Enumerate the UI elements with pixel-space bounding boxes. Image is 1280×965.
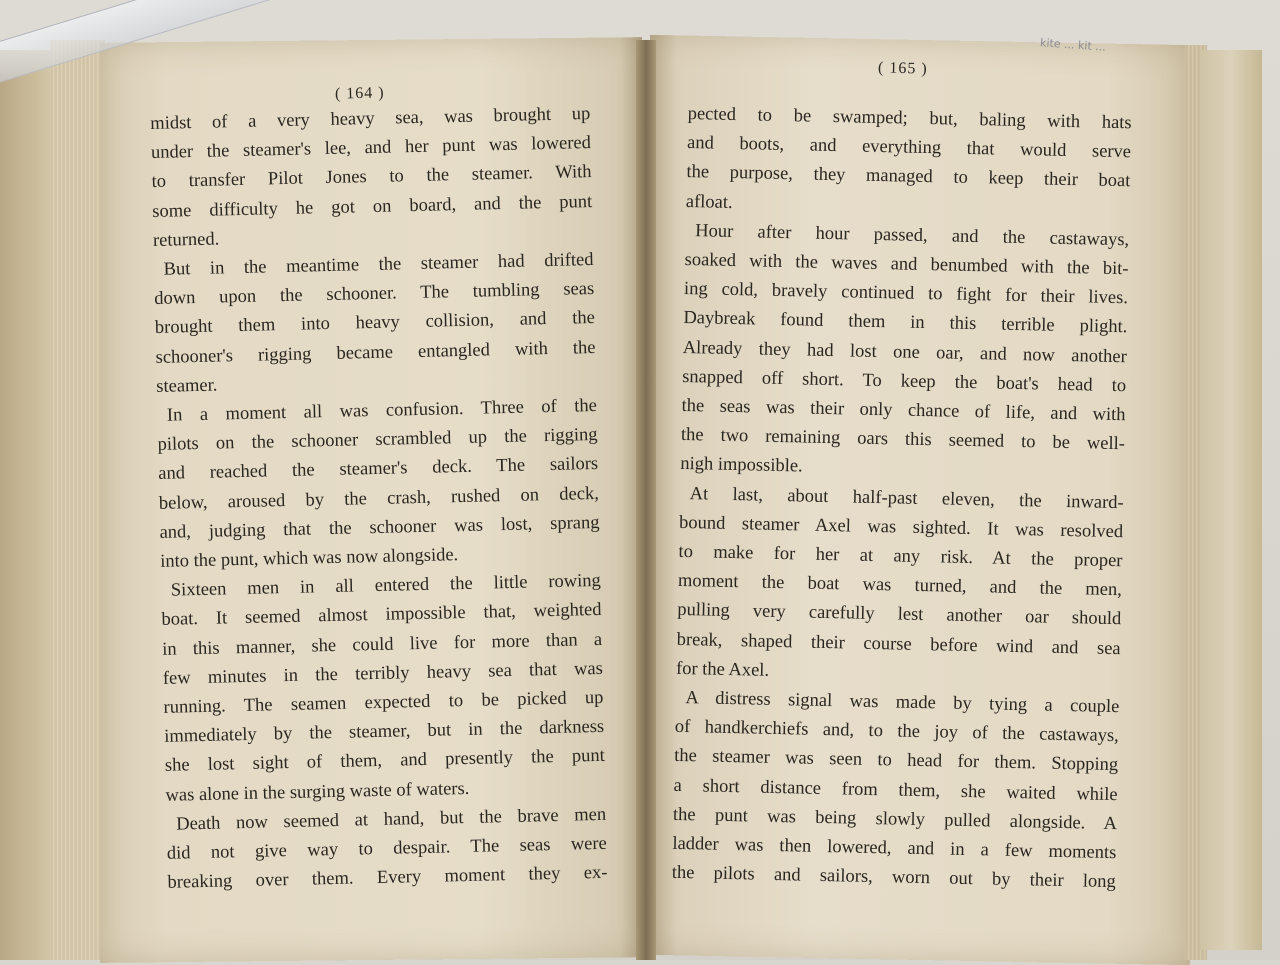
text-line: afloat. [685, 191, 733, 213]
text-line: At last, about half-past eleven, the inward- [689, 483, 1124, 513]
margin-handwritten-note: kite ... kit ... [1039, 36, 1107, 54]
text-line: steamer. [156, 375, 218, 397]
text-line: snapped off short. To keep the boat's head to [681, 366, 1127, 397]
right-page-text [671, 100, 1131, 898]
text-line: of handkerchiefs and, to the joy of the castaways, [674, 717, 1119, 747]
text-line: breaking over them. Every moment they ex- [167, 863, 608, 894]
text-line: the punt was being slowly pulled alongside. A [672, 804, 1118, 835]
text-line: for the Axel. [675, 658, 770, 681]
text-line: she lost sight of them, and presently the punt [164, 746, 606, 777]
text-line: the seas was their only chance of life, and with [681, 395, 1126, 426]
text-line: returned. [152, 229, 220, 251]
text-line: below, aroused by the crash, rushed on deck, [158, 483, 600, 514]
left-page-number: ( 164 ) [334, 84, 385, 103]
text-line: the purpose, they managed to keep their boat [686, 162, 1131, 192]
text-line: into the punt, which was now alongside. [160, 545, 459, 572]
text-line: pilots on the schooner scrambled up the rigging [157, 425, 598, 456]
text-line: boat. It seemed almost impossible that, weighted [161, 600, 602, 631]
book-gutter [636, 40, 656, 960]
text-line: to make for her at any risk. At the proper [678, 541, 1123, 572]
right-page-number: ( 165 ) [877, 59, 928, 78]
text-line: brought them into heavy collision, and the [154, 308, 596, 339]
text-line: A distress signal was made by tying a couple [685, 688, 1120, 718]
text-line: the steamer was seen to head for them. Stopping [674, 746, 1119, 776]
text-line: moment the boat was turned, and the men, [677, 571, 1123, 601]
book-cover-right-edge [1200, 50, 1262, 950]
text-line: and, judging that the schooner was lost, sprang [159, 512, 600, 543]
text-line: nigh impossible. [680, 454, 803, 477]
text-line: a short distance from them, she waited while [673, 775, 1118, 805]
text-line: few minutes in the terribly heavy sea that was [162, 658, 604, 689]
text-line: soaked with the waves and benumbed with the bit- [684, 249, 1129, 280]
text-line: Hour after hour passed, and the castaways, [695, 220, 1130, 251]
text-line: schooner's rigging became entangled with the [155, 337, 596, 368]
text-line: under the steamer's lee, and her punt was lowered [150, 133, 592, 164]
left-page-text [150, 100, 608, 898]
page-stack-left [50, 40, 105, 960]
text-line: and reached the steamer's deck. The sailors [158, 454, 599, 485]
text-line: in this manner, she could live for more than a [162, 629, 603, 660]
text-line: Daybreak found them in this terrible plight. [683, 308, 1128, 338]
text-line: But in the meantime the steamer had drifted [163, 249, 594, 280]
text-line: the two remaining oars this seemed to be well- [680, 425, 1126, 455]
text-line: midst of a very heavy sea, was brought up [150, 104, 591, 134]
text-line: immediately by the steamer, but in the darkness [164, 717, 605, 748]
text-line: did not give way to despair. The seas were [166, 833, 607, 864]
text-line: to transfer Pilot Jones to the steamer. With [151, 162, 592, 193]
text-line: running. The seamen expected to be picked up [163, 687, 604, 718]
text-line: some difficulty he got on board, and the punt [152, 191, 593, 222]
text-line: ladder was then lowered, and in a few moments [672, 833, 1117, 864]
text-line: Already they had lost one oar, and now another [682, 337, 1127, 367]
text-line: and boots, and everything that would serve [686, 133, 1132, 163]
text-line: In a moment all was confusion. Three of the [166, 395, 598, 426]
text-line: ing cold, bravely continued to fight for their lives. [683, 279, 1129, 309]
text-line: pected to be swamped; but, baling with hats [687, 103, 1132, 134]
text-line: Death now seemed at hand, but the brave men [175, 804, 607, 835]
text-line: pulling very carefully lest another oar should [677, 600, 1122, 630]
text-line: break, shaped their course before wind and sea [676, 629, 1121, 659]
text-line: bound steamer Axel was sighted. It was resolved [678, 512, 1124, 543]
text-line: the pilots and sailors, worn out by their long [671, 863, 1116, 893]
text-line: down upon the schooner. The tumbling seas [154, 279, 595, 310]
text-line: was alone in the surging waste of waters. [165, 778, 470, 806]
text-line: Sixteen men in all entered the little rowing [170, 571, 602, 601]
